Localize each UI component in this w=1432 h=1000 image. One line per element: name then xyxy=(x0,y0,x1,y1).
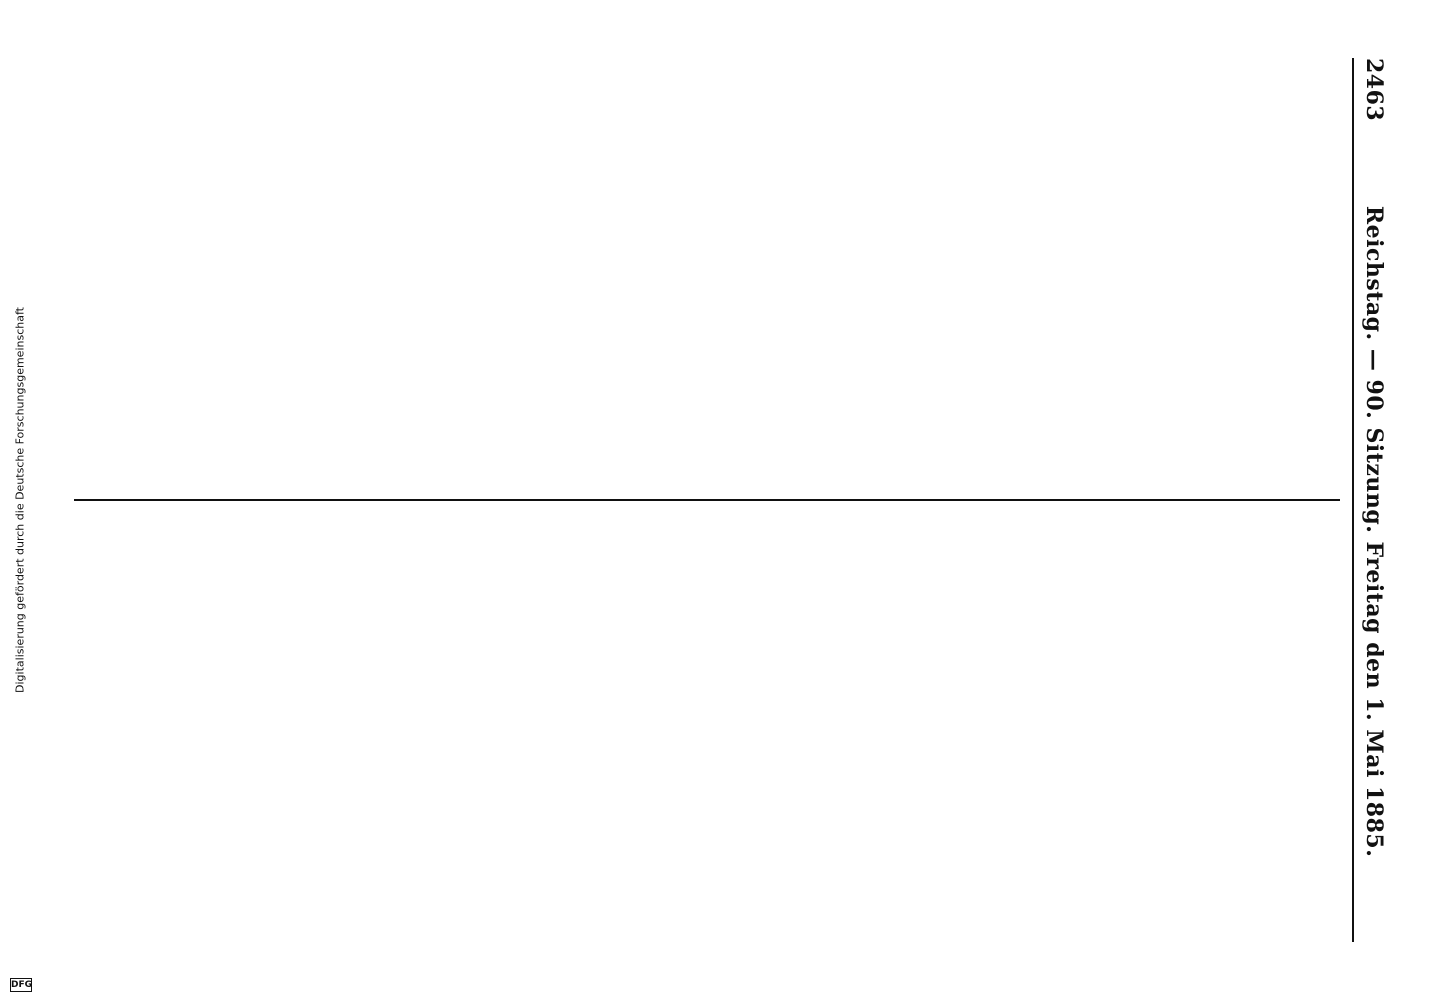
page-number: 2463 xyxy=(1361,58,1387,122)
page-header-title: Reichstag. — 90. Sitzung. Freitag den 1. Mai 1885. xyxy=(1361,205,1387,858)
digitization-sidebar-text: Digitalisierung gefördert durch die Deutsche Forschungsgemeinschaft xyxy=(13,307,27,693)
digitization-sidebar xyxy=(0,0,41,1000)
column-divider xyxy=(74,499,1340,501)
right-column xyxy=(74,513,1340,942)
dfg-logo-mark: DFG xyxy=(11,980,33,990)
left-column xyxy=(74,58,1340,487)
page-rotator xyxy=(40,0,1432,1000)
page-header xyxy=(1352,58,1394,942)
document-page xyxy=(40,0,1432,1000)
